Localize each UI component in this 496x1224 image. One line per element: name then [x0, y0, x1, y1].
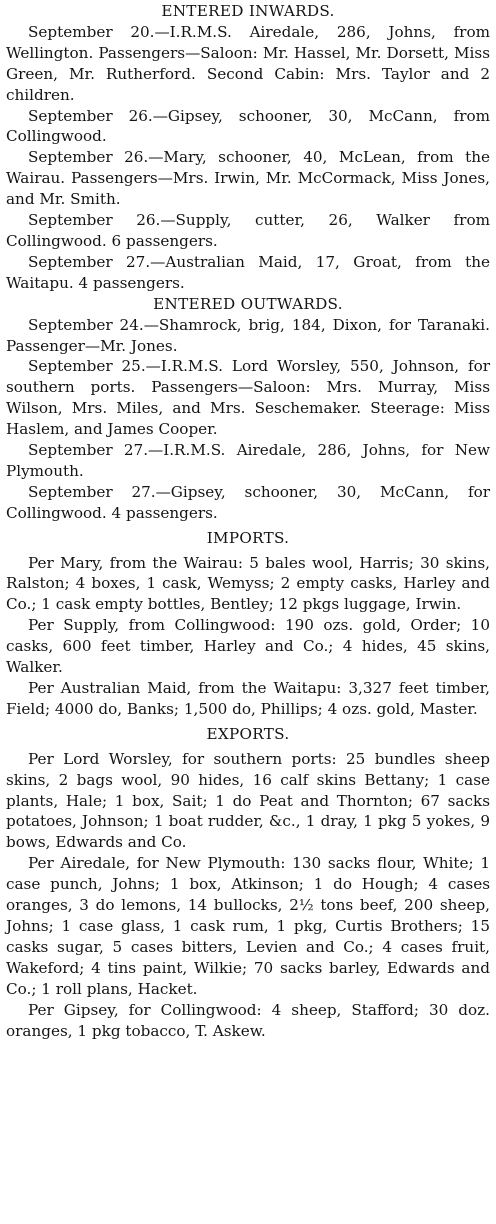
entered-inwards-section — [6, 1, 490, 294]
inwards-entry: September 27.—Australian Maid, 17, Groat, from the Waitapu. 4 passengers. — [6, 252, 490, 292]
imports-entry: Per Australian Maid, from the Waitapu: 3,327 feet timber, Field; 4000 do, Banks; 1,500 do, Phillips; 4 ozs. gold, Master. — [6, 679, 490, 718]
entered-inwards-heading: ENTERED INWARDS. — [161, 2, 335, 20]
exports-section — [6, 724, 490, 1042]
imports-entry: Per Mary, from the Wairau: 5 bales wool, Harris; 30 skins, Ralston; 4 boxes, 1 cask, Wemyss; 2 empty casks, Harley and Co.; 1 cask empty bottles, Bentley; 12 pkgs luggage, Irwin. — [6, 553, 490, 614]
imports-section — [6, 528, 490, 720]
outwards-entry: September 27.—Gipsey, schooner, 30, McCann, for Collingwood. 4 passengers. — [6, 482, 490, 522]
entered-outwards-heading: ENTERED OUTWARDS. — [153, 294, 343, 313]
inwards-entry: September 26.—Gipsey, schooner, 30, McCann, from Collingwood. — [6, 106, 490, 146]
outwards-entry: September 24.—Shamrock, brig, 184, Dixon, for Taranaki. Passenger—Mr. Jones. — [6, 315, 490, 355]
imports-heading: IMPORTS. — [206, 528, 290, 547]
outwards-entry: September 25.—I.R.M.S. Lord Worsley, 550, Johnson, for southern ports. Passengers—Saloon: Mrs. Murray, Miss Wilson, Mrs. Miles, and Mrs. Seschemaker. Steerage: Miss Haslem, and James Cooper. — [6, 357, 490, 439]
inwards-entry: September 26.—Mary, schooner, 40, McLean, from the Wairau. Passengers—Mrs. Irwin, Mr. McCormack, Miss Jones, and Mr. Smith. — [6, 148, 490, 209]
exports-entry: Per Lord Worsley, for southern ports: 25 bundles sheep skins, 2 bags wool, 90 hides, 16 calf skins Bettany; 1 case plants, Hale; 1 box, Sait; 1 do Peat and Thornton; 67 sacks potatoes, Johnson; 1 boat rudder, &c., 1 dray, 1 pkg 5 yokes, 9 bows, Edwards and Co. — [6, 749, 490, 852]
outwards-entry: September 27.—I.R.M.S. Airedale, 286, Johns, for New Plymouth. — [6, 441, 490, 480]
entered-outwards-section — [6, 294, 490, 524]
inwards-entry: September 20.—I.R.M.S. Airedale, 286, Johns, from Wellington. Passengers—Saloon: Mr. Hassel, Mr. Dorsett, Miss Green, Mr. Rutherford. Second Cabin: Mrs. Taylor and 2 children. — [6, 22, 490, 104]
exports-entry: Per Gipsey, for Collingwood: 4 sheep, Stafford; 30 doz. oranges, 1 pkg tobacco, T. Askew. — [6, 1000, 490, 1040]
exports-heading: EXPORTS. — [206, 724, 290, 743]
imports-entry: Per Supply, from Collingwood: 190 ozs. gold, Order; 10 casks, 600 feet timber, Harley and Co.; 4 hides, 45 skins, Walker. — [6, 616, 490, 677]
exports-entry: Per Airedale, for New Plymouth: 130 sacks flour, White; 1 case punch, Johns; 1 box, Atkinson; 1 do Hough; 4 cases oranges, 3 do lemons, 14 bullocks, 2½ tons beef, 200 sheep, Johns; 1 case glass, 1 cask rum, 1 pkg, Curtis Brothers; 15 casks sugar, 5 cases bitters, Levien and Co.; 4 cases fruit, Wakeford; 4 tins paint, Wilkie; 70 sacks barley, Edwards and Co.; 1 roll plans, Hacket. — [6, 854, 490, 998]
inwards-entry: September 26.—Supply, cutter, 26, Walker from Collingwood. 6 passengers. — [6, 211, 490, 250]
